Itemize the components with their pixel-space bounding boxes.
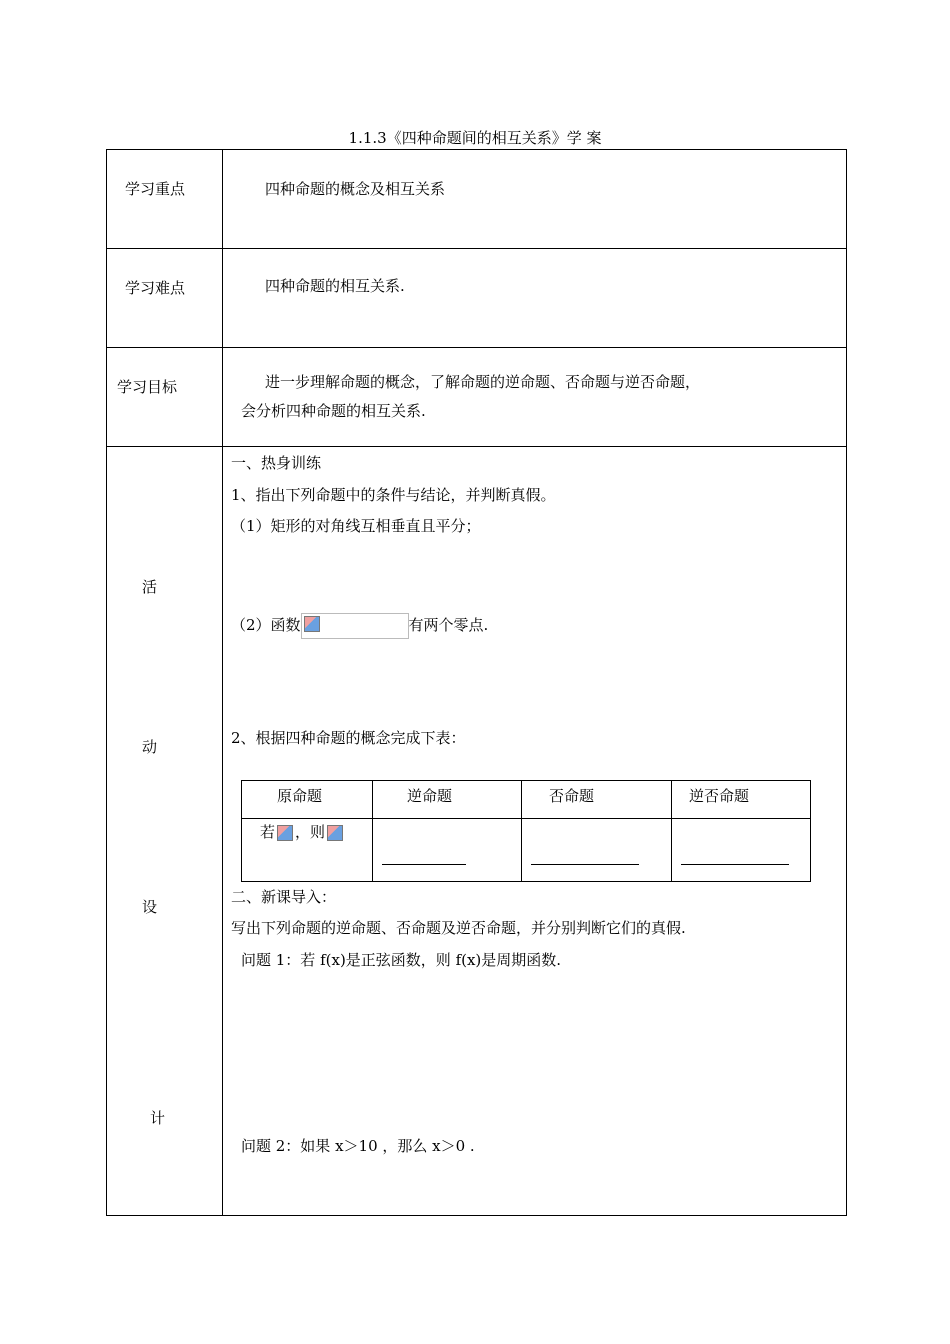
- question-1-2-prefix: （2）函数: [231, 616, 301, 634]
- four-propositions-table: [241, 780, 811, 882]
- problem-1: 问题 1：若 f(x)是正弦函数，则 f(x)是周期函数.: [241, 951, 562, 969]
- table-header-converse: 逆命题: [407, 787, 453, 805]
- answer-blank-contrapositive[interactable]: [681, 864, 789, 865]
- side-char-3: 设: [142, 898, 158, 916]
- table-cell-original: [260, 821, 345, 843]
- table-col-divider: [372, 781, 373, 881]
- table-header-inverse: 否命题: [549, 787, 595, 805]
- row-difficulty: [107, 249, 846, 348]
- question-2: 2、根据四种命题的概念完成下表：: [231, 729, 466, 747]
- answer-blank-inverse[interactable]: [531, 864, 639, 865]
- side-char-2: 动: [142, 738, 158, 756]
- question-1-2-suffix: 有两个零点.: [408, 616, 489, 634]
- table-col-divider: [521, 781, 522, 881]
- question-1: 1、指出下列命题中的条件与结论，并判断真假。: [231, 486, 556, 504]
- then-label: ，则: [295, 823, 326, 841]
- table-col-divider: [671, 781, 672, 881]
- intro-text: 写出下列命题的逆命题、否命题及逆否命题，并分别判断它们的真假.: [231, 919, 686, 937]
- content-objective-line1: 进一步理解命题的概念，了解命题的逆命题、否命题与逆否命题，: [265, 373, 701, 391]
- answer-blank-converse[interactable]: [382, 864, 466, 865]
- content-objective-line2: 会分析四种命题的相互关系.: [241, 402, 426, 420]
- question-1-1: （1）矩形的对角线互相垂直且平分；: [231, 517, 481, 535]
- section2-heading: 二、新课导入：: [231, 888, 337, 906]
- conclusion-q-image-icon: [325, 823, 345, 843]
- condition-p-image-icon: [275, 823, 295, 843]
- lesson-table: [106, 149, 847, 1216]
- side-char-1: 活: [142, 578, 158, 596]
- label-difficulty: 学习难点: [125, 279, 186, 297]
- content-difficulty: 四种命题的相互关系.: [265, 277, 405, 295]
- table-header-original: 原命题: [277, 787, 323, 805]
- question-1-2: [231, 613, 488, 639]
- label-focus: 学习重点: [125, 180, 186, 198]
- label-objective: 学习目标: [117, 378, 178, 396]
- content-focus: 四种命题的概念及相互关系: [265, 180, 446, 198]
- side-char-4: 计: [150, 1109, 166, 1127]
- problem-2: 问题 2：如果 x＞10 ，那么 x＞0 .: [241, 1137, 475, 1155]
- table-header-contrapositive: 逆否命题: [689, 787, 750, 805]
- table-header-divider: [242, 818, 810, 819]
- if-label: 若: [260, 823, 276, 841]
- row-focus: [107, 150, 846, 249]
- function-formula-image-icon: [301, 613, 409, 639]
- section1-heading: 一、热身训练: [231, 454, 322, 472]
- document-title: 1.1.3《四种命题间的相互关系》学 案: [348, 129, 602, 147]
- row-objective: [107, 348, 846, 447]
